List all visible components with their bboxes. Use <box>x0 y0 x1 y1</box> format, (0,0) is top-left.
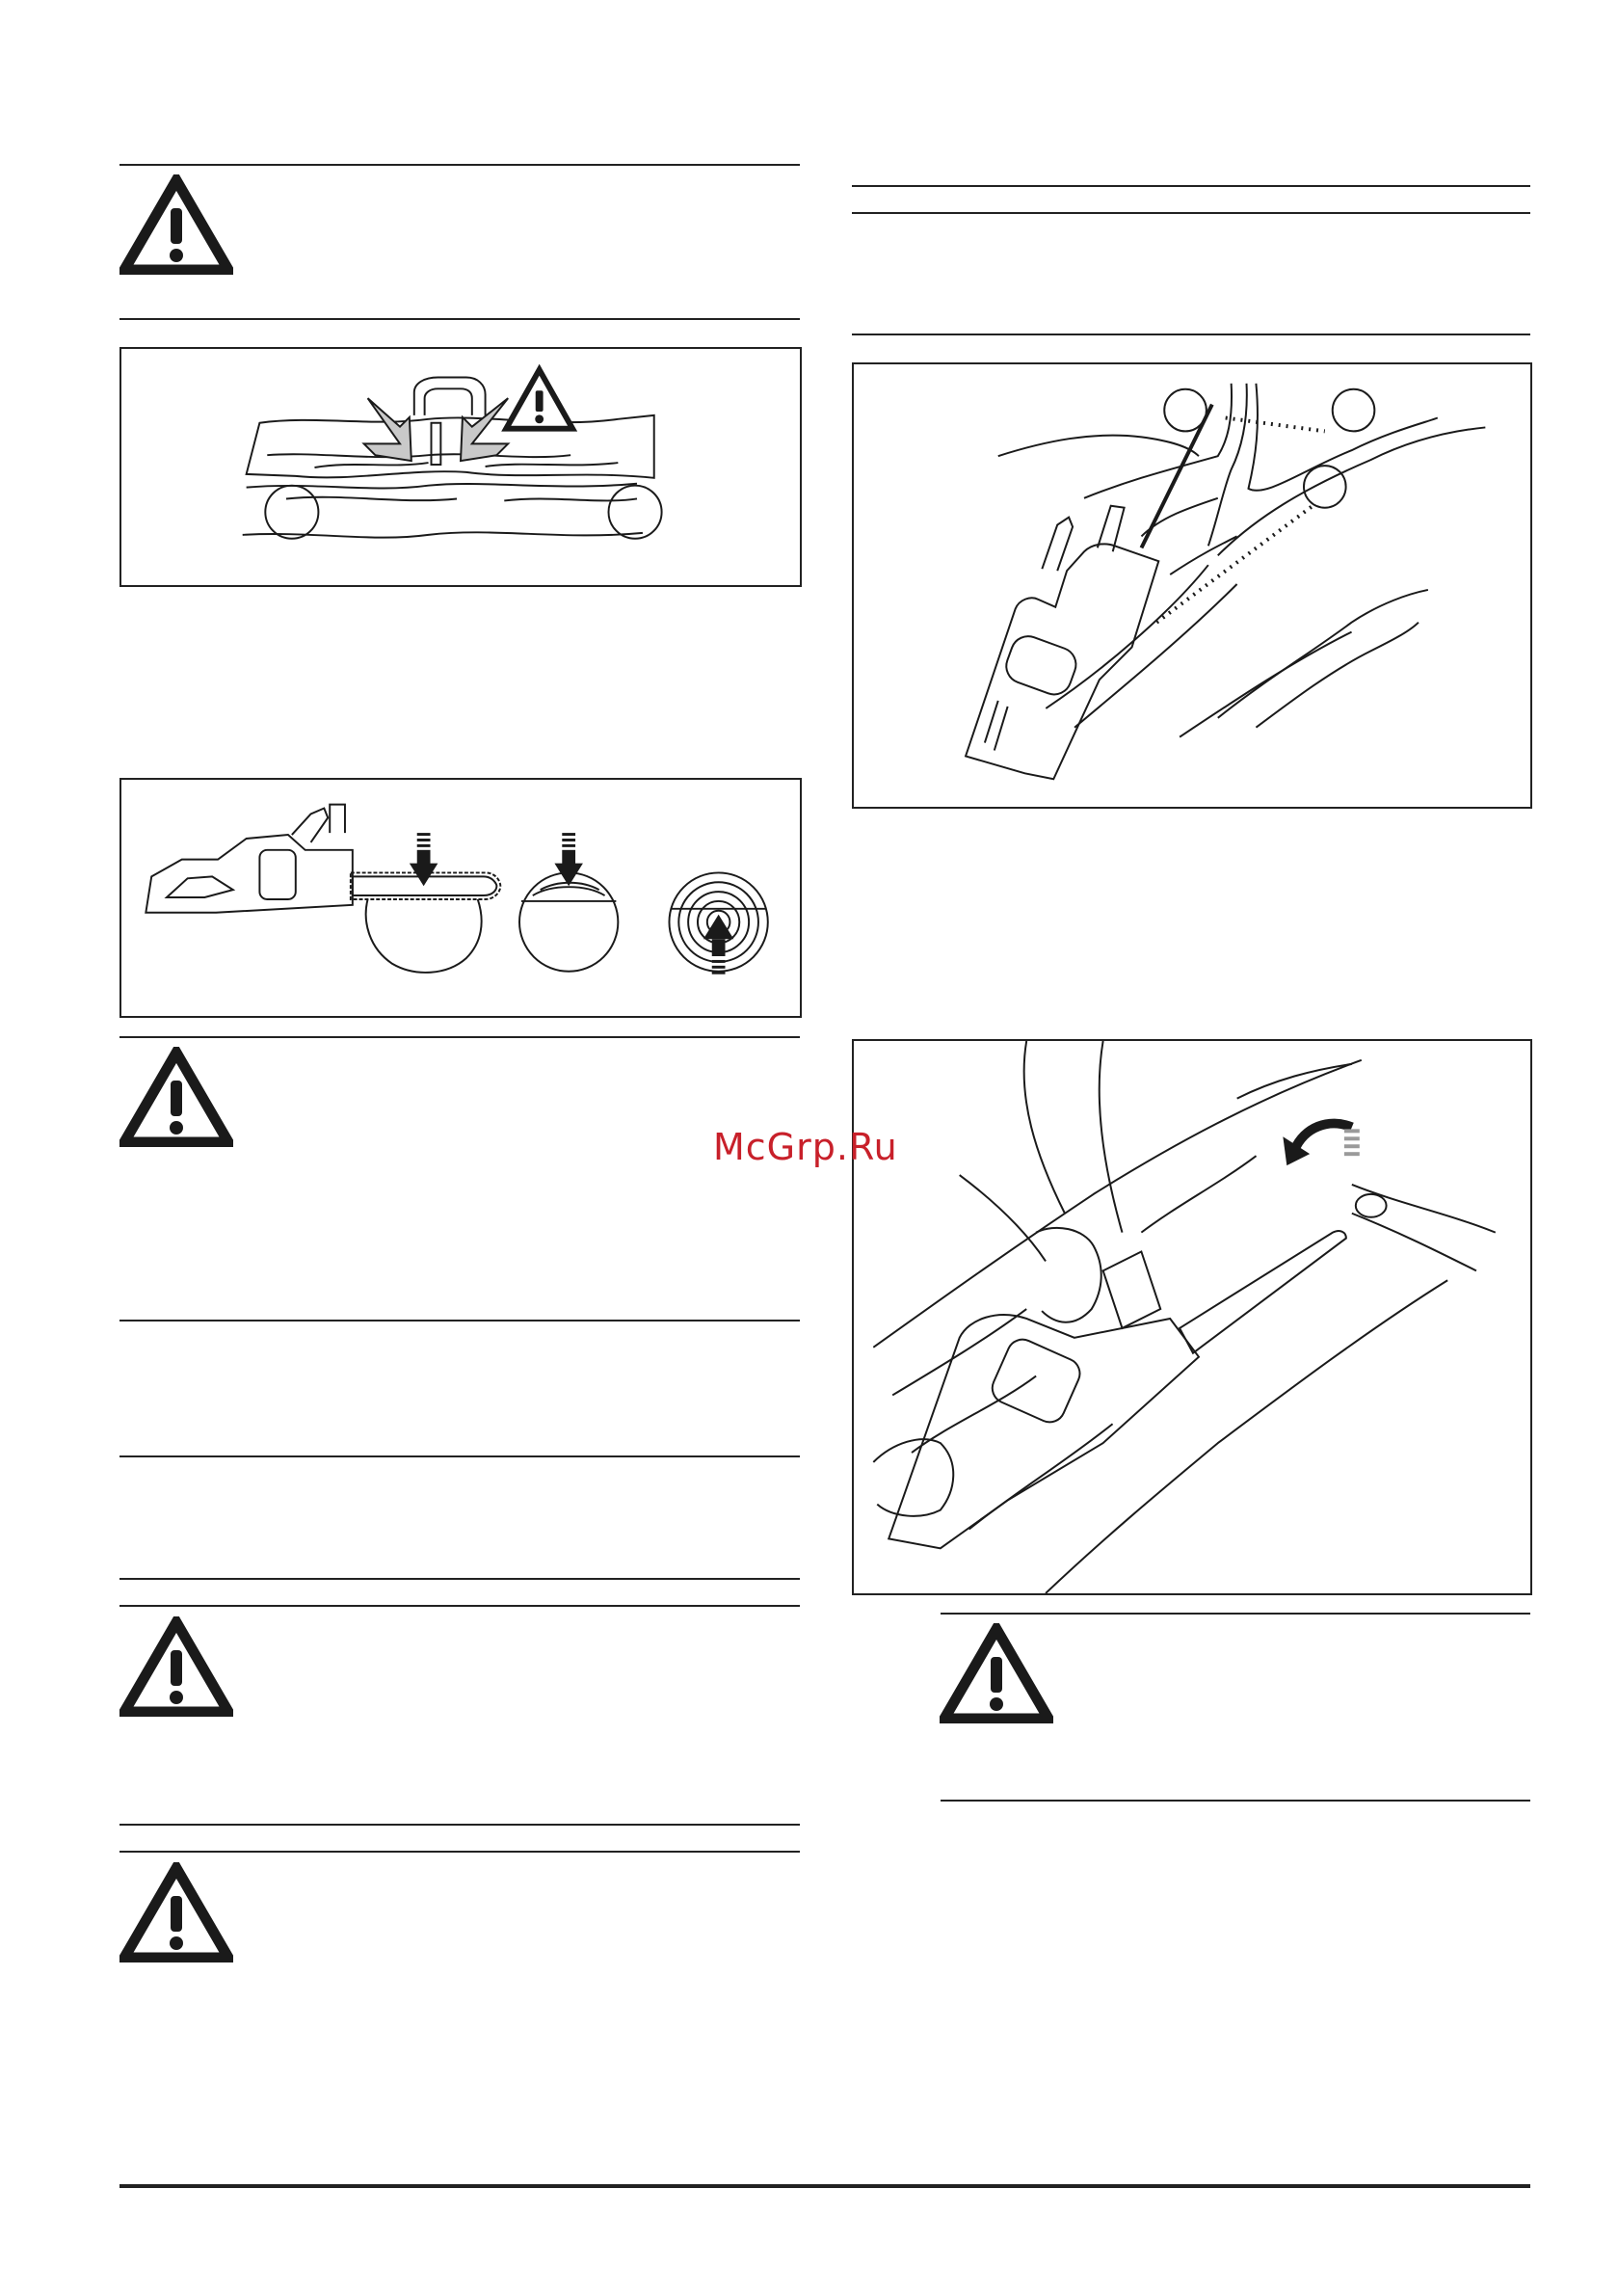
section-rule <box>119 1578 800 1580</box>
figure-pinched-bar <box>119 347 802 587</box>
section-rule <box>852 212 1530 214</box>
section-rule <box>119 1824 800 1826</box>
watermark: McGrp.Ru <box>713 1126 898 1168</box>
section-rule <box>119 164 800 166</box>
section-rule <box>119 318 800 320</box>
warning-triangle-icon <box>119 1047 233 1147</box>
section-rule <box>119 1320 800 1322</box>
warning-triangle-icon <box>940 1623 1053 1723</box>
cutting-from-top-and-bottom-illustration <box>121 780 800 1016</box>
section-rule <box>941 1800 1530 1802</box>
section-rule <box>119 1036 800 1038</box>
figure-limb-cut-positions <box>852 362 1532 809</box>
footer-rule <box>119 2184 1530 2188</box>
section-rule <box>119 1605 800 1607</box>
section-rule <box>119 1455 800 1457</box>
chainsaw-pinched-log-illustration <box>121 349 800 585</box>
section-rule <box>941 1613 1530 1615</box>
section-rule <box>852 185 1530 187</box>
branch-cut-positions-illustration <box>854 364 1530 807</box>
warning-triangle-icon <box>119 1616 233 1717</box>
section-rule <box>119 1851 800 1853</box>
warning-triangle-icon <box>119 174 233 275</box>
section-rule <box>852 334 1530 335</box>
limbing-with-chainsaw-illustration <box>854 1041 1530 1593</box>
figure-cutting-directions <box>119 778 802 1018</box>
warning-triangle-icon <box>119 1862 233 1962</box>
figure-limbing <box>852 1039 1532 1595</box>
